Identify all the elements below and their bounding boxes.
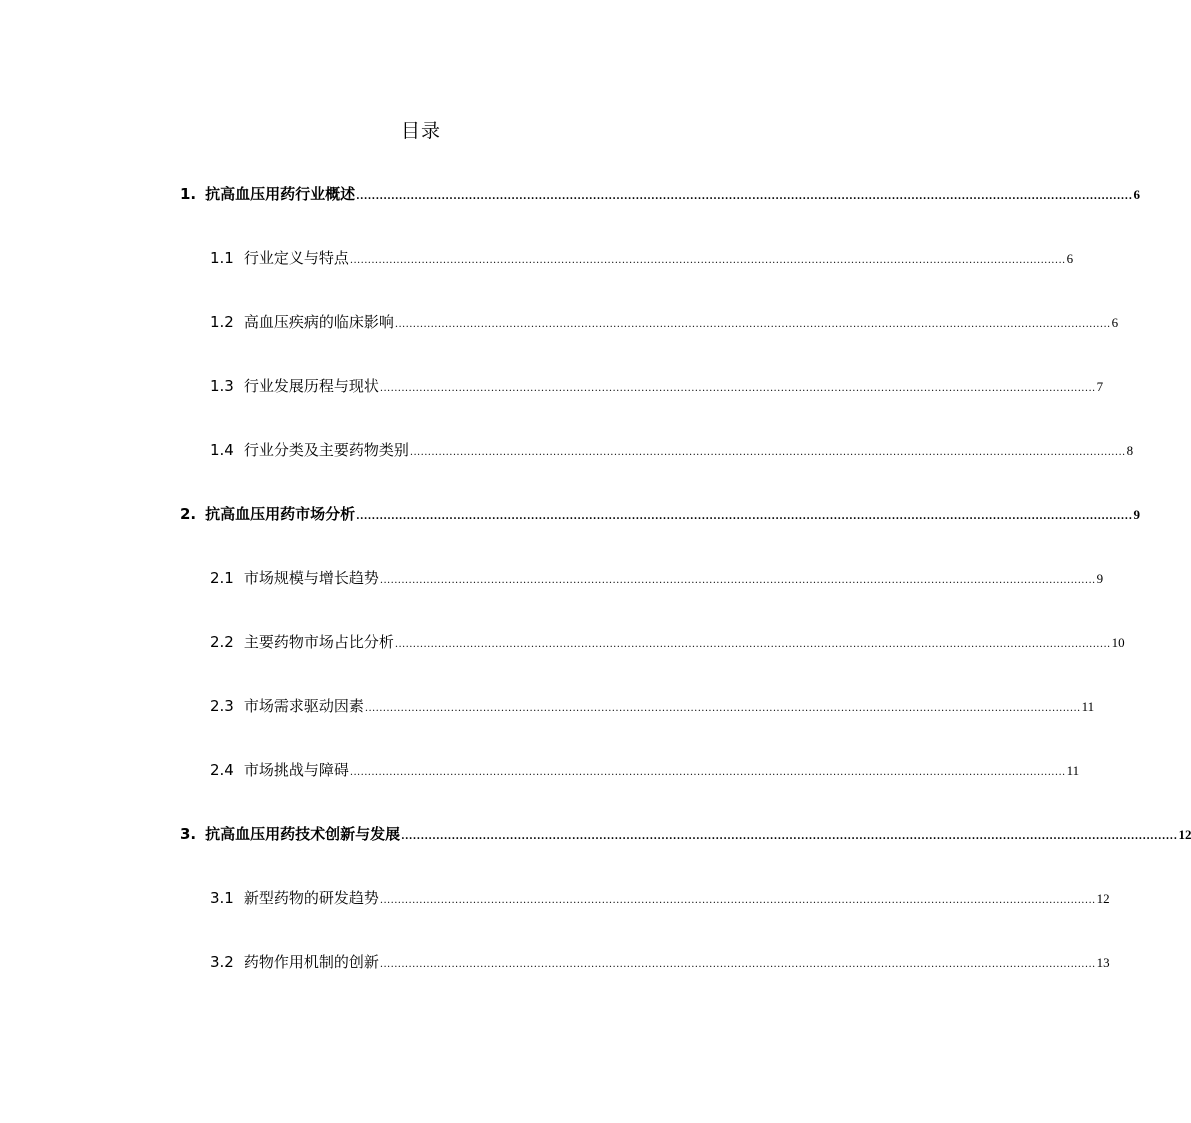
toc-dot-leader: ........................................................................................................................................................................................................ [379,575,1096,586]
toc-entry-title: 市场需求驱动因素 [243,697,364,715]
toc-entry-number: 1.1 [210,249,234,267]
toc-entry-number: 1.4 [210,441,234,459]
toc-entry-page-number: 12 [1096,891,1110,906]
toc-dot-leader: ........................................................................................................................................................................................................ [394,639,1111,650]
toc-dot-leader: ........................................................................................................................................................................................................ [409,447,1126,458]
toc-section-entry[interactable] [210,694,1095,718]
toc-section-entry[interactable] [210,758,1080,782]
toc-entry-page-number: 6 [1066,251,1074,266]
toc-dot-leader: ........................................................................................................................................................................................................ [356,191,1133,202]
toc-entry-number: 2.4 [210,761,234,779]
toc-entry-title: 行业发展历程与现状 [243,377,379,395]
toc-entry-title: 抗高血压用药行业概述 [205,185,356,203]
toc-dot-leader: ........................................................................................................................................................................................................ [349,767,1066,778]
toc-entry-title: 行业定义与特点 [243,249,349,267]
toc-entry-page-number: 12 [1178,827,1191,842]
toc-section-entry[interactable] [210,886,1110,910]
toc-chapter-entry[interactable] [180,822,1191,846]
toc-entry-page-number: 13 [1096,955,1110,970]
toc-entry-title: 市场规模与增长趋势 [243,569,379,587]
toc-section-entry[interactable] [210,950,1110,974]
toc-entry-title: 抗高血压用药技术创新与发展 [205,825,401,843]
toc-dot-leader: ........................................................................................................................................................................................................ [349,255,1066,266]
toc-entry-number: 2.3 [210,697,234,715]
toc-dot-leader: ........................................................................................................................................................................................................ [379,959,1096,970]
toc-section-entry[interactable] [210,630,1125,654]
toc-dot-leader: ........................................................................................................................................................................................................ [394,319,1111,330]
toc-entry-page-number: 7 [1096,379,1104,394]
toc-entry-page-number: 11 [1066,763,1080,778]
toc-section-entry[interactable] [210,246,1074,270]
toc-dot-leader: ........................................................................................................................................................................................................ [379,895,1096,906]
toc-entry-page-number: 6 [1111,315,1119,330]
toc-entry-number: 1.3 [210,377,234,395]
toc-dot-leader: ........................................................................................................................................................................................................ [379,383,1096,394]
toc-entry-page-number: 11 [1081,699,1095,714]
toc-entry-title: 药物作用机制的创新 [243,953,379,971]
toc-entry-page-number: 10 [1111,635,1125,650]
toc-entry-page-number: 9 [1096,571,1104,586]
toc-entry-title: 主要药物市场占比分析 [243,633,394,651]
toc-section-entry[interactable] [210,438,1134,462]
toc-entry-page-number: 8 [1126,443,1134,458]
toc-chapter-entry[interactable] [180,502,1140,526]
toc-entry-title: 市场挑战与障碍 [243,761,349,779]
toc-chapter-entry[interactable] [180,182,1140,206]
toc-entry-number: 3.2 [210,953,234,971]
toc-section-entry[interactable] [210,374,1104,398]
toc-dot-leader: ........................................................................................................................................................................................................ [364,703,1081,714]
toc-entry-number: 2.2 [210,633,234,651]
toc-entry-page-number: 6 [1133,187,1140,202]
toc-dot-leader: ........................................................................................................................................................................................................ [356,511,1133,522]
toc-entry-number: 1.2 [210,313,234,331]
toc-entry-number: 1. [180,185,197,203]
toc-entry-number: 2. [180,505,197,523]
toc-dot-leader: ........................................................................................................................................................................................................ [401,831,1178,842]
toc-section-entry[interactable] [210,310,1119,334]
toc-entry-title: 新型药物的研发趋势 [243,889,379,907]
toc-entry-number: 3. [180,825,197,843]
toc-entry-title: 高血压疾病的临床影响 [243,313,394,331]
toc-title: 目录 [400,120,441,142]
toc-entry-number: 2.1 [210,569,234,587]
toc-entry-page-number: 9 [1133,507,1140,522]
toc-entry-title: 行业分类及主要药物类别 [243,441,409,459]
toc-entry-title: 抗高血压用药市场分析 [205,505,356,523]
toc-section-entry[interactable] [210,566,1104,590]
toc-entry-number: 3.1 [210,889,234,907]
